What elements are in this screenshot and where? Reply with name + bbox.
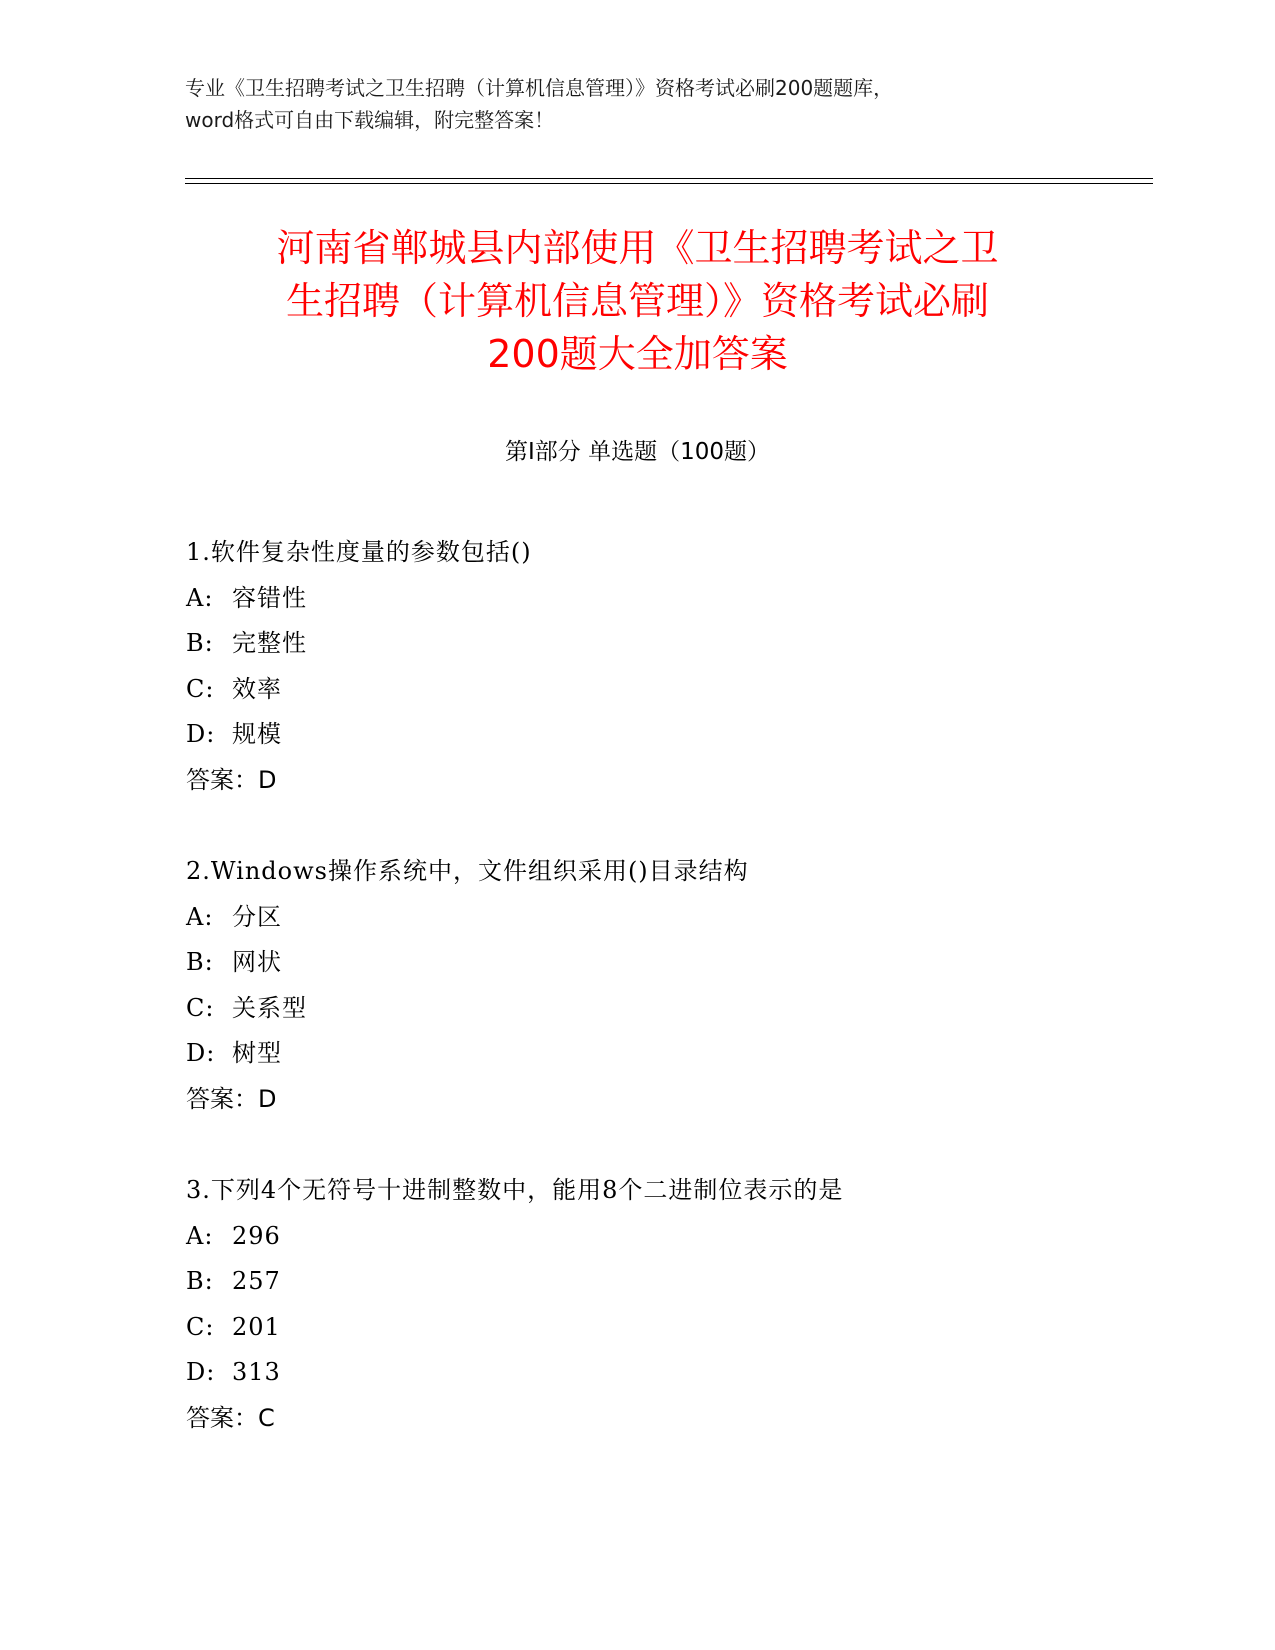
question-stem: 3.下列4个无符号十进制整数中，能用8个二进制位表示的是	[186, 1176, 844, 1204]
header-line-2: word格式可自由下载编辑，附完整答案！	[185, 108, 555, 132]
option-a	[186, 1214, 1136, 1260]
option-key: A:	[186, 583, 214, 612]
option-text: 313	[232, 1358, 281, 1386]
option-text: 完整性	[232, 629, 307, 657]
option-key: B:	[186, 948, 214, 976]
option-a	[186, 895, 1136, 941]
section-heading: 第Ⅰ部分 单选题（100题）	[505, 439, 770, 465]
header-line-1: 专业《卫生招聘考试之卫生招聘（计算机信息管理）》资格考试必刷200题题库，	[185, 76, 894, 100]
option-c	[186, 986, 1136, 1032]
option-text: 树型	[232, 1039, 282, 1067]
title-line-3: 200题大全加答案	[487, 332, 788, 376]
option-key: A:	[186, 902, 214, 931]
option-key: A:	[186, 1221, 214, 1250]
option-text: 关系型	[232, 993, 307, 1022]
option-key: B:	[186, 629, 214, 657]
option-b	[186, 1259, 1136, 1305]
answer-line: 答案：C	[186, 1403, 275, 1432]
question-1	[186, 530, 1136, 803]
option-b	[186, 621, 1136, 667]
question-3	[186, 1168, 1136, 1441]
option-c	[186, 1305, 1136, 1351]
title-line-1: 河南省郸城县内部使用《卫生招聘考试之卫	[276, 226, 999, 270]
document-header-note	[185, 72, 1085, 136]
header-divider-top	[185, 178, 1153, 179]
title-line-2: 生招聘（计算机信息管理）》资格考试必刷	[285, 279, 989, 323]
option-text: 分区	[232, 902, 282, 931]
option-text: 规模	[232, 720, 282, 748]
option-key: C:	[186, 1312, 215, 1341]
option-text: 网状	[232, 948, 282, 976]
answer-line: 答案：D	[186, 765, 277, 794]
option-d	[186, 1350, 1136, 1396]
question-stem: 1.软件复杂性度量的参数包括()	[186, 538, 532, 566]
option-key: D:	[186, 720, 216, 748]
option-text: 257	[232, 1267, 281, 1295]
header-divider-bottom	[185, 183, 1153, 184]
answer-line: 答案：D	[186, 1084, 277, 1113]
option-text: 296	[232, 1221, 281, 1250]
document-title	[150, 222, 1125, 381]
option-key: D:	[186, 1039, 216, 1067]
option-a	[186, 576, 1136, 622]
option-text: 容错性	[232, 583, 307, 612]
option-b	[186, 940, 1136, 986]
option-d	[186, 1031, 1136, 1077]
question-2	[186, 849, 1136, 1122]
option-text: 效率	[232, 674, 282, 703]
option-key: D:	[186, 1358, 216, 1386]
question-stem: 2.Windows操作系统中，文件组织采用()目录结构	[186, 857, 749, 885]
option-text: 201	[232, 1312, 281, 1341]
option-key: B:	[186, 1267, 214, 1295]
option-d	[186, 712, 1136, 758]
option-c	[186, 667, 1136, 713]
option-key: C:	[186, 993, 215, 1022]
option-key: C:	[186, 674, 215, 703]
